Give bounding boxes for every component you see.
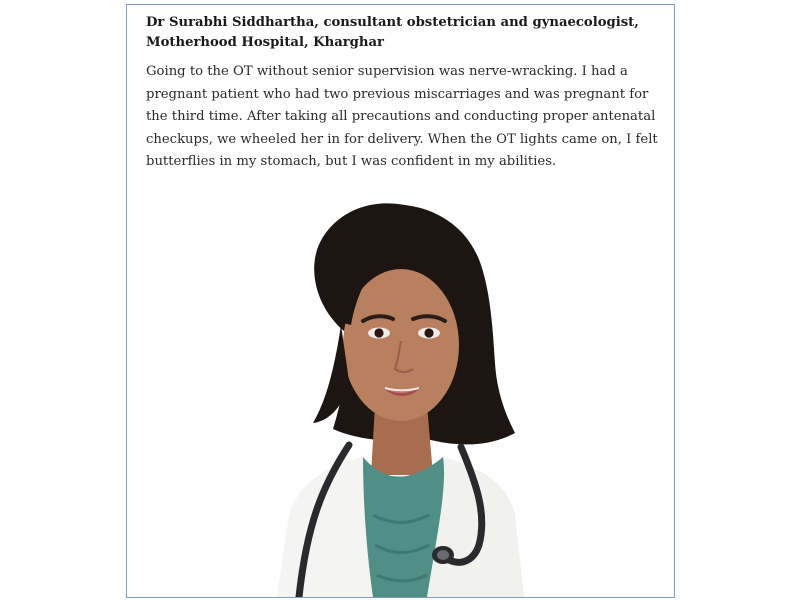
doctor-portrait-photo bbox=[127, 185, 674, 597]
byline-affiliation: Motherhood Hospital, Kharghar bbox=[146, 35, 384, 50]
byline-name: Dr Surabhi Siddhartha, consultant obstetrician and gynaecologist, bbox=[146, 15, 639, 30]
quote-paragraph: Going to the OT without senior supervision was nerve-wracking. I had a pregnant patient who had two previous miscarriages and was pregnant for the third time. After taking all precautions and conducting proper antenatal checkups, we wheeled her in for delivery. When the OT lights came on, I felt butterflies in my stomach, but I was confident in my abilities. bbox=[146, 64, 658, 169]
byline bbox=[146, 13, 656, 53]
article-card bbox=[126, 4, 675, 598]
